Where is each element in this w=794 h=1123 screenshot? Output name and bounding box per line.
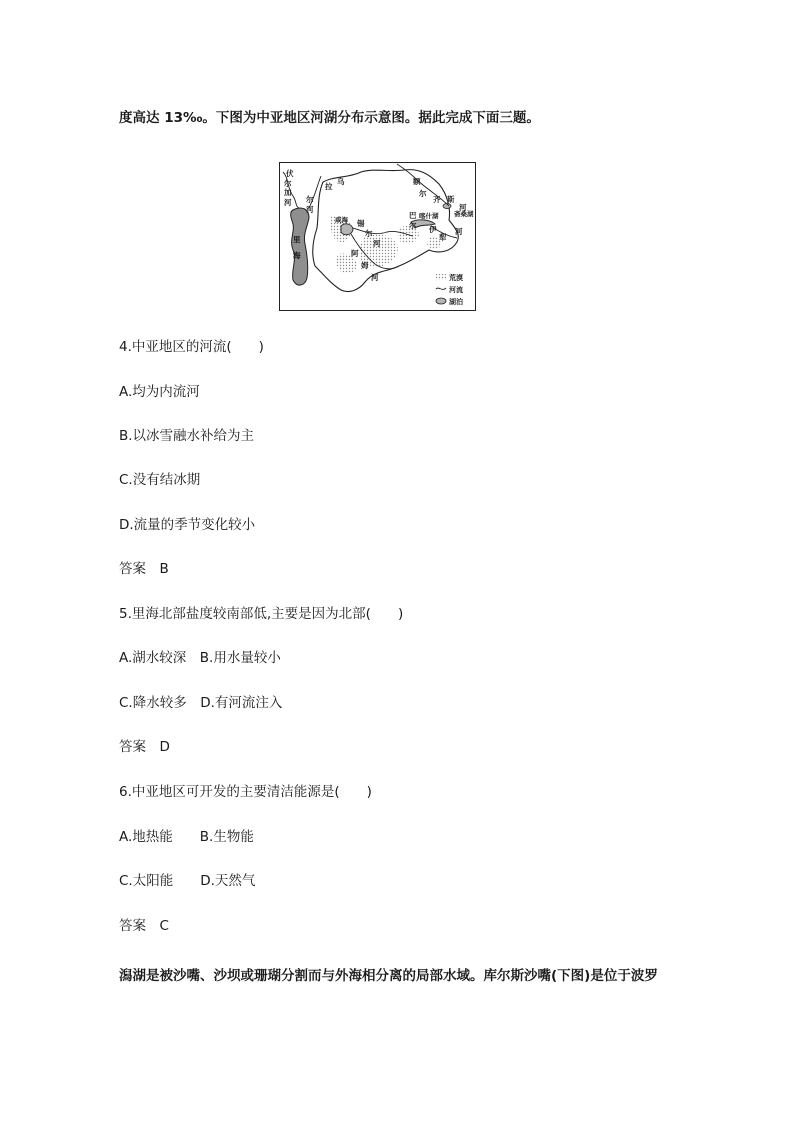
question-4-stem: 4.中亚地区的河流( ) [119,339,264,355]
label-syr-1: 锡 [357,219,365,228]
question-5-answer: 答案 D [119,739,170,755]
question-4-answer: 答案 B [119,561,169,577]
question-6-stem: 6.中亚地区可开发的主要清洁能源是( ) [119,784,372,800]
label-ural-4: 河 [306,205,314,214]
legend-desert-label: 荒漠 [449,273,463,282]
next-paragraph: 潟湖是被沙嘴、沙坝或珊瑚分割而与外海相分离的局部水域。库尔斯沙嘴(下图)是位于波罗 [119,968,658,984]
question-5-options-ab: A.湖水较深 B.用水量较小 [119,650,281,666]
legend-lake-icon [436,298,446,304]
aral-sea [341,224,353,235]
label-irtysh-4: 斯 [447,195,455,204]
label-caspian-2: 海 [293,251,301,260]
label-ili-2: 犁 [439,233,447,242]
label-balkhash-3: 喀什湖 [419,212,439,220]
label-caspian-1: 里 [293,235,301,244]
label-ural-1: 乌 [337,177,345,186]
intro-text: 度高达 13‰。下图为中亚地区河湖分布示意图。据此完成下面三题。 [119,110,540,126]
label-volga-1: 伏 [286,169,294,178]
label-balkhash-1: 巴 [409,211,417,220]
question-6-options-ab: A.地热能 B.生物能 [119,829,254,845]
label-volga-2: 尔 [284,179,292,188]
question-5-stem: 5.里海北部盐度较南部低,主要是因为北部( ) [119,606,404,622]
label-aral: 咸海 [335,216,348,224]
label-syr-2: 尔 [365,229,373,238]
question-4-option-b: B.以冰雪融水补给为主 [119,428,255,444]
label-irtysh-3: 齐 [433,195,441,204]
label-irtysh-5: 河 [459,203,467,212]
label-zaysan: 斋桑湖 [454,210,474,218]
label-irtysh-1: 额 [413,177,421,186]
label-amu-1: 阿 [351,249,359,258]
label-ili-3: 河 [455,227,463,236]
label-ili-1: 伊 [429,225,437,234]
label-amu-2: 姆 [361,261,369,270]
question-4-option-a: A.均为内流河 [119,384,200,400]
legend-desert-swatch [436,274,446,280]
question-5-options-cd: C.降水较多 D.有河流注入 [119,695,283,711]
label-amu-3: 河 [371,273,379,282]
label-balkhash-2: 尔 [409,221,417,230]
label-ural-2: 拉 [325,182,333,191]
label-ural-3: 尔 [306,195,314,204]
question-6-answer: 答案 C [119,918,169,934]
legend-river-label: 河流 [449,285,463,294]
legend-lake-label: 湖泊 [449,297,463,306]
central-asia-river-lake-map [279,162,476,311]
question-4-option-d: D.流量的季节变化较小 [119,517,256,533]
label-irtysh-2: 尔 [419,189,427,198]
label-syr-3: 河 [373,239,381,248]
label-volga-4: 河 [284,198,292,207]
label-volga-3: 加 [284,188,292,197]
question-6-options-cd: C.太阳能 D.天然气 [119,873,256,889]
question-4-option-c: C.没有结冰期 [119,472,201,488]
